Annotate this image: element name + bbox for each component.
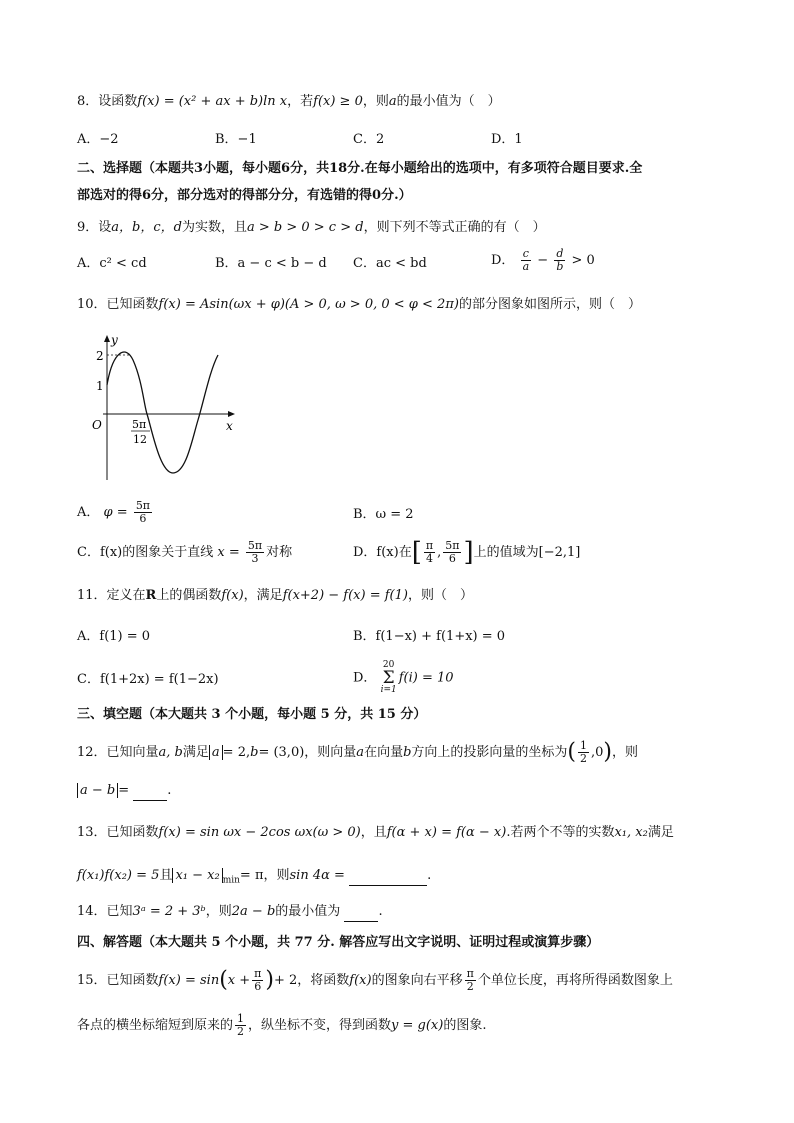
summation-symbol: 20 Σ i=1 <box>380 660 397 695</box>
x-tick-numerator: 5π <box>132 418 147 431</box>
q10-sine-graph <box>88 330 248 490</box>
x-tick-denominator: 12 <box>133 433 147 446</box>
q10-option-b: B．ω = 2 <box>353 507 414 522</box>
q15-stem: 15．已知函数f(x) = sin(x + $\frac{\pi}{6}$ )+ 2，将函数f(x)的图象向右平移 $\frac{\pi}{2}$ 个单位长度，再将所得函数图象上 <box>77 967 673 993</box>
q11-stem: 11．定义在R上的偶函数f(x)，满足f(x+2) − f(x) = f(1)，则（ ） <box>77 588 473 603</box>
q11-option-a: A．f(1) = 0 <box>77 629 151 644</box>
q8-option-c: C．2 <box>353 132 385 147</box>
q11-option-b: B．f(1−x) + f(1+x) = 0 <box>353 629 506 644</box>
q9-option-d: D． $\frac{c}{a}$ − $\frac{d}{b}$ > 0 <box>491 247 595 273</box>
q15-line2: 各点的横坐标缩短到原来的 $\frac{1}{2}$ ，纵坐标不变，得到函数y = g(x)的图象. <box>77 1012 487 1038</box>
x-axis <box>103 411 235 417</box>
x-axis-label: x <box>226 419 233 433</box>
q12-answer-blank[interactable] <box>133 782 167 801</box>
q9-option-c: C．ac < bd <box>353 256 427 271</box>
q10-option-c: C．f(x)的图象关于直线 x = $\frac{5\pi}{3}$ 对称 <box>77 539 293 565</box>
q10-stem: 10．已知函数f(x) = Asin(ωx + φ)(A > 0, ω > 0, 0 < φ < 2π)的部分图象如图所示，则（ ） <box>77 297 641 312</box>
q13-answer-blank[interactable] <box>349 867 427 886</box>
q10-option-d: D．f(x)在[ $\frac{\pi}{4}$ , $\frac{5\pi}{6}$ ]上的值域为[−2,1] <box>353 537 581 568</box>
y-axis-label: y <box>111 333 118 347</box>
section3-heading: 三、填空题（本大题共 3 个小题，每小题 5 分，共 15 分） <box>77 707 427 722</box>
section2-heading-line2: 部选对的得6分，部分选对的得部分分，有选错的得0分.） <box>77 188 412 203</box>
q10-option-a: A． φ = $\frac{5\pi}{6}$ <box>77 499 151 525</box>
q14-answer-blank[interactable] <box>344 903 378 922</box>
section4-heading: 四、解答题（本大题共 5 个小题，共 77 分. 解答应写出文字说明、证明过程或演算步骤） <box>77 935 600 950</box>
q9-option-b: B．a − c < b − d <box>215 256 327 271</box>
origin-label: O <box>92 418 102 432</box>
q11-option-c: C．f(1+2x) = f(1−2x) <box>77 672 219 687</box>
y-tick-2: 2 <box>96 349 104 363</box>
q9-frac-c-over-a: $\frac{c}{a}$ <box>522 247 530 273</box>
y-axis <box>104 335 110 480</box>
section2-heading-line1: 二、选择题（本题共3小题，每小题6分，共18分.在每小题给出的选项中，有多项符合题目要求.全 <box>77 161 643 176</box>
q12-stem: 12．已知向量a, b满足 a = 2,b= (3,0)，则向量a在向量b方向上的投影向量的坐标为( $\frac{1}{2}$ ,0)，则 <box>77 739 639 765</box>
q8-option-d: D．1 <box>491 132 523 147</box>
q12-answer-line: a − b = . <box>77 782 171 801</box>
q13-stem: 13．已知函数f(x) = sin ωx − 2cos ωx(ω > 0)，且f(α + x) = f(α − x).若两个不等的实数x₁, x₂满足 <box>77 825 674 840</box>
q14-stem: 14．已知3ᵃ = 2 + 3ᵇ，则2a − b的最小值为 . <box>77 903 383 922</box>
q13-line2: f(x₁)f(x₂) = 5且 x₁ − x₂ $_{min}$= π，则sin 4α = . <box>77 868 432 886</box>
q8-option-b: B．−1 <box>215 132 257 147</box>
q9-option-a: A．c² < cd <box>77 256 147 271</box>
sine-curve <box>107 352 218 473</box>
y-tick-1: 1 <box>96 379 104 393</box>
q8-option-a: A．−2 <box>77 132 119 147</box>
q11-option-d: D． 20 Σ i=1 f(i) = 10 <box>353 660 454 695</box>
q8-stem: 8．设函数f(x) = (x² + ax + b)ln x，若f(x) ≥ 0，则a的最小值为（ ） <box>77 94 501 109</box>
q9-stem: 9．设a，b，c，d为实数，且a > b > 0 > c > d，则下列不等式正确的有（ ） <box>77 220 546 235</box>
q9-frac-d-over-b: $\frac{d}{b}$ <box>556 247 564 273</box>
